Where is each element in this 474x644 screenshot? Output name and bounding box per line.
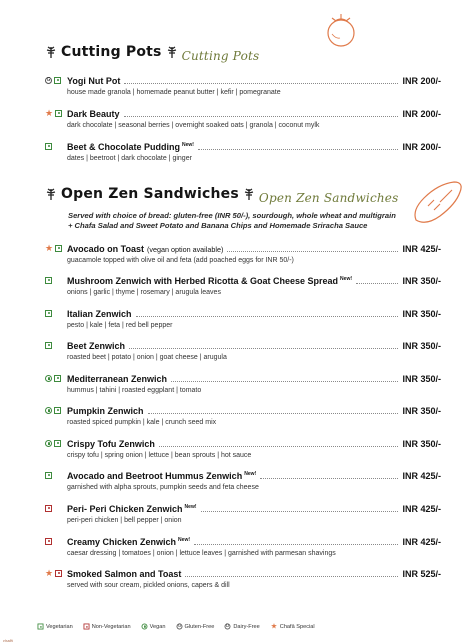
- section-title-open-zen-sandwiches: [45, 186, 399, 205]
- vegetarian-icon: [55, 245, 62, 252]
- item-price: INR 350/-: [402, 374, 441, 384]
- non-vegetarian-icon: [55, 570, 62, 577]
- sprig-icon: [243, 187, 255, 201]
- dietary-markers: [45, 140, 67, 152]
- item-description: caesar dressing | tomatoes | onion | lettuce leaves | garnished with parmesan shavings: [67, 550, 336, 557]
- item-description: house made granola | homemade peanut butter | kefir | pomegranate: [67, 89, 281, 96]
- dietary-markers: [45, 307, 67, 319]
- item-name-text: Dark Beauty: [67, 109, 120, 119]
- menu-item: [45, 437, 441, 465]
- item-price: INR 200/-: [402, 109, 441, 119]
- vegetarian-icon: [38, 624, 44, 630]
- item-name-text: Peri- Peri Chicken Zenwich: [67, 504, 183, 514]
- vegetarian-icon: [55, 110, 62, 117]
- dietary-markers: [45, 107, 67, 119]
- dietary-legend: [37, 623, 315, 630]
- vegan-icon: [45, 375, 52, 382]
- vegetarian-icon: [54, 407, 61, 414]
- item-name: [67, 374, 167, 384]
- item-name-text: Avocado and Beetroot Hummus Zenwich: [67, 471, 243, 481]
- item-name-text: Italian Zenwich: [67, 309, 132, 319]
- legend-item: [224, 623, 259, 630]
- menu-item: [45, 502, 441, 530]
- item-name: [67, 439, 155, 449]
- item-description: roasted spiced pumpkin | kale | crunch seed mix: [67, 419, 217, 426]
- dietary-markers: [45, 339, 67, 351]
- leader-dots: [129, 347, 398, 349]
- chafa-special-star-icon: ★: [45, 567, 54, 578]
- item-name-text: Yogi Nut Pot: [67, 76, 121, 86]
- leader-dots: [194, 543, 398, 545]
- dietary-markers: [45, 535, 67, 547]
- item-name: [67, 76, 120, 86]
- legend-item: [141, 623, 166, 630]
- dietary-markers: [45, 437, 67, 449]
- dietary-markers: [45, 502, 67, 514]
- non-vegetarian-icon: [45, 538, 52, 545]
- item-description: dark chocolate | seasonal berries | overnight soaked oats | granola | coconut mylk: [67, 122, 320, 129]
- legend-item: [270, 623, 315, 630]
- item-name: [67, 569, 181, 579]
- gluten-free-icon: G: [177, 623, 181, 629]
- section-title-text: Open Zen Sandwiches: [61, 186, 239, 202]
- section-script-text: Cutting Pots: [181, 49, 260, 63]
- legend-label: Vegan: [149, 623, 166, 630]
- non-vegetarian-icon: [83, 624, 89, 630]
- item-name: [67, 471, 256, 481]
- subtitle-line-2: + Chafa Salad and Sweet Potato and Banana Chips and Homemade Sriracha Sauce: [68, 221, 368, 230]
- item-description: hummus | tahini | roasted eggplant | tomato: [67, 387, 202, 394]
- leader-dots: [201, 510, 399, 512]
- chafa-special-star-icon: ★: [270, 621, 278, 631]
- item-description: crispy tofu | spring onion | lettuce | bean sprouts | hot sauce: [67, 452, 252, 459]
- section-title-text: Cutting Pots: [61, 44, 162, 60]
- menu-item: [45, 307, 441, 335]
- item-price: INR 350/-: [402, 309, 441, 319]
- menu-item: [45, 404, 441, 432]
- menu-item: [45, 242, 441, 270]
- legend-label: Chafā Special: [279, 623, 315, 630]
- menu-item: [45, 567, 441, 595]
- dietary-markers: [45, 372, 67, 384]
- item-description: roasted beet | potato | onion | goat cheese | arugula: [67, 354, 227, 361]
- item-name-text: Beet & Chocolate Pudding: [67, 142, 181, 152]
- dietary-markers: [45, 274, 67, 286]
- item-name: [67, 142, 194, 152]
- item-name: [67, 244, 223, 254]
- vegetarian-icon: [45, 342, 52, 349]
- legend-label: Gluten-Free: [184, 623, 215, 630]
- legend-label: Vegetarian: [46, 623, 73, 630]
- vegetarian-icon: [45, 472, 52, 479]
- sandwich-bread-note: [68, 211, 438, 231]
- vegan-icon: [45, 440, 52, 447]
- dietary-markers: [45, 469, 67, 481]
- leader-dots: [136, 315, 399, 317]
- dietary-markers: [45, 567, 67, 579]
- dairy-free-icon: D: [226, 623, 230, 629]
- legend-item: [83, 623, 131, 630]
- item-description: served with sour cream, pickled onions, capers & dill: [67, 582, 230, 589]
- leader-dots: [185, 575, 398, 577]
- item-name-text: Pumpkin Zenwich: [67, 406, 144, 416]
- item-price: INR 425/-: [402, 471, 441, 481]
- item-price: INR 525/-: [402, 569, 441, 579]
- vegan-icon: [141, 624, 147, 630]
- chafa-special-star-icon: ★: [45, 107, 54, 118]
- signature-mark: chafā: [3, 638, 13, 643]
- item-name: [67, 341, 125, 351]
- vegetarian-icon: [54, 77, 61, 84]
- item-price: INR 425/-: [402, 244, 441, 254]
- vegan-icon: [45, 407, 52, 414]
- item-name-text: Crispy Tofu Zenwich: [67, 439, 155, 449]
- leader-dots: [227, 250, 398, 252]
- legend-item: [176, 623, 215, 630]
- item-name: [67, 537, 190, 547]
- leader-dots: [124, 82, 398, 84]
- dietary-markers: [45, 242, 67, 254]
- new-badge: New!: [340, 276, 352, 282]
- chafa-special-star-icon: ★: [45, 242, 54, 253]
- leader-dots: [159, 445, 399, 447]
- non-vegetarian-icon: [45, 505, 52, 512]
- tomato-illustration: [322, 12, 360, 50]
- item-name-text: Mediterranean Zenwich: [67, 374, 168, 384]
- menu-item: [45, 140, 441, 168]
- legend-label: Dairy-Free: [233, 623, 260, 630]
- legend-label: Non-Vegetarian: [91, 623, 131, 630]
- vegetarian-icon: [54, 375, 61, 382]
- item-note: (vegan option available): [147, 245, 224, 254]
- vegetarian-icon: [45, 310, 52, 317]
- leader-dots: [148, 412, 399, 414]
- gluten-free-icon: G: [46, 76, 51, 83]
- leader-dots: [171, 380, 398, 382]
- item-description: onions | garlic | thyme | rosemary | arugula leaves: [67, 289, 221, 296]
- item-name: [67, 109, 120, 119]
- item-name-text: Mushroom Zenwich with Herbed Ricotta & Goat Cheese Spread: [67, 276, 339, 286]
- item-description: guacamole topped with olive oil and feta (add poached eggs for INR 50/-): [67, 257, 294, 264]
- menu-item: [45, 469, 441, 497]
- menu-item: [45, 274, 441, 302]
- item-name: [67, 504, 197, 514]
- item-name-text: Creamy Chicken Zenwich: [67, 537, 177, 547]
- sprig-icon: [45, 45, 57, 59]
- leader-dots: [198, 148, 399, 150]
- item-price: INR 200/-: [402, 142, 441, 152]
- sprig-icon: [166, 45, 178, 59]
- menu-item: [45, 107, 441, 135]
- new-badge: New!: [244, 471, 257, 477]
- leader-dots: [356, 282, 398, 284]
- item-price: INR 350/-: [402, 406, 441, 416]
- menu-item: [45, 339, 441, 367]
- vegetarian-icon: [45, 143, 52, 150]
- item-name-text: Beet Zenwich: [67, 341, 126, 351]
- new-badge: New!: [182, 142, 194, 148]
- new-badge: New!: [184, 504, 197, 510]
- legend-item: [37, 623, 73, 630]
- vegetarian-icon: [45, 277, 52, 284]
- leader-dots: [124, 115, 399, 117]
- item-name: [67, 406, 144, 416]
- item-description: peri-peri chicken | bell pepper | onion: [67, 517, 182, 524]
- item-name: [67, 276, 352, 286]
- subtitle-line-1: Served with choice of bread: gluten-free (INR 50/-), sourdough, whole wheat and multigrain: [68, 211, 396, 220]
- item-description: dates | beetroot | dark chocolate | ginger: [67, 155, 192, 162]
- item-price: INR 350/-: [402, 439, 441, 449]
- leader-dots: [260, 477, 398, 479]
- menu-item: [45, 535, 441, 563]
- item-price: INR 350/-: [402, 276, 441, 286]
- section-script-text: Open Zen Sandwiches: [258, 191, 399, 205]
- item-price: INR 425/-: [402, 537, 441, 547]
- item-name-text: Avocado on Toast: [67, 244, 145, 254]
- vegetarian-icon: [54, 440, 61, 447]
- menu-item: [45, 372, 441, 400]
- new-badge: New!: [178, 537, 190, 543]
- item-price: INR 350/-: [402, 341, 441, 351]
- section-title-cutting-pots: [45, 44, 260, 63]
- item-description: pesto | kale | feta | red bell pepper: [67, 322, 173, 329]
- item-price: INR 425/-: [402, 504, 441, 514]
- dietary-markers: [45, 404, 67, 416]
- menu-item: [45, 74, 441, 102]
- item-name-text: Smoked Salmon and Toast: [67, 569, 182, 579]
- item-price: INR 200/-: [402, 76, 441, 86]
- dietary-markers: [45, 74, 67, 86]
- item-description: garnished with alpha sprouts, pumpkin seeds and feta cheese: [67, 484, 259, 491]
- sprig-icon: [45, 187, 57, 201]
- item-name: [67, 309, 132, 319]
